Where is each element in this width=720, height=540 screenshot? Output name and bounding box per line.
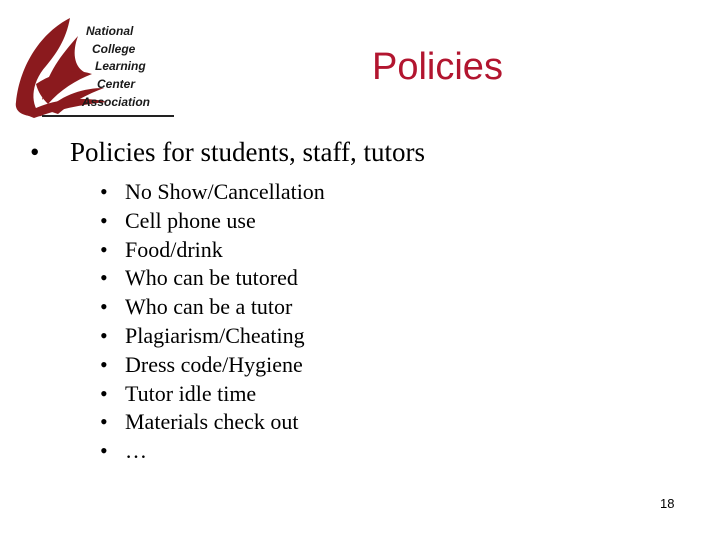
list-item-text: Tutor idle time [125,380,257,406]
list-item-text: Cell phone use [125,207,256,233]
bullet-glyph: • [100,236,108,262]
bullet-glyph: • [30,137,40,167]
logo-line-national: National [86,24,134,38]
bullet-glyph: • [100,294,108,320]
bullet-glyph: • [100,322,108,348]
bullet-glyph: • [100,380,108,406]
list-item-text: Who can be a tutor [125,294,293,320]
list-item [100,207,325,236]
list-item-text: No Show/Cancellation [125,179,325,204]
page-number: 18 [660,496,675,511]
slide-title: Policies [372,46,503,88]
main-bullet-text: Policies for students, staff, tutors [70,137,425,167]
logo-line-association: Association [82,95,151,109]
bullet-glyph: • [100,265,108,291]
list-item-text: Food/drink [125,236,223,262]
main-bullet [30,136,425,168]
list-item [100,408,325,437]
list-item [100,293,325,322]
bullet-glyph: • [100,438,108,464]
list-item [100,380,325,409]
list-item-text: Who can be tutored [125,265,298,291]
list-item [100,351,325,380]
bullet-glyph: • [100,179,108,204]
bullet-glyph: • [100,409,108,435]
logo-line-center: Center [97,77,136,91]
list-item-text: Materials check out [125,409,299,435]
bullet-glyph: • [100,351,108,377]
bullet-glyph: • [100,207,108,233]
list-item-text: Plagiarism/Cheating [125,322,305,348]
nclca-logo [12,14,178,118]
list-item [100,437,325,466]
list-item [100,322,325,351]
logo-line-college: College [92,42,136,56]
sub-bullet-list [100,178,325,466]
list-item-text: Dress code/Hygiene [125,351,303,377]
list-item [100,178,325,207]
logo-line-learning: Learning [95,59,146,73]
list-item [100,264,325,293]
list-item-text: … [125,438,147,464]
list-item [100,236,325,265]
